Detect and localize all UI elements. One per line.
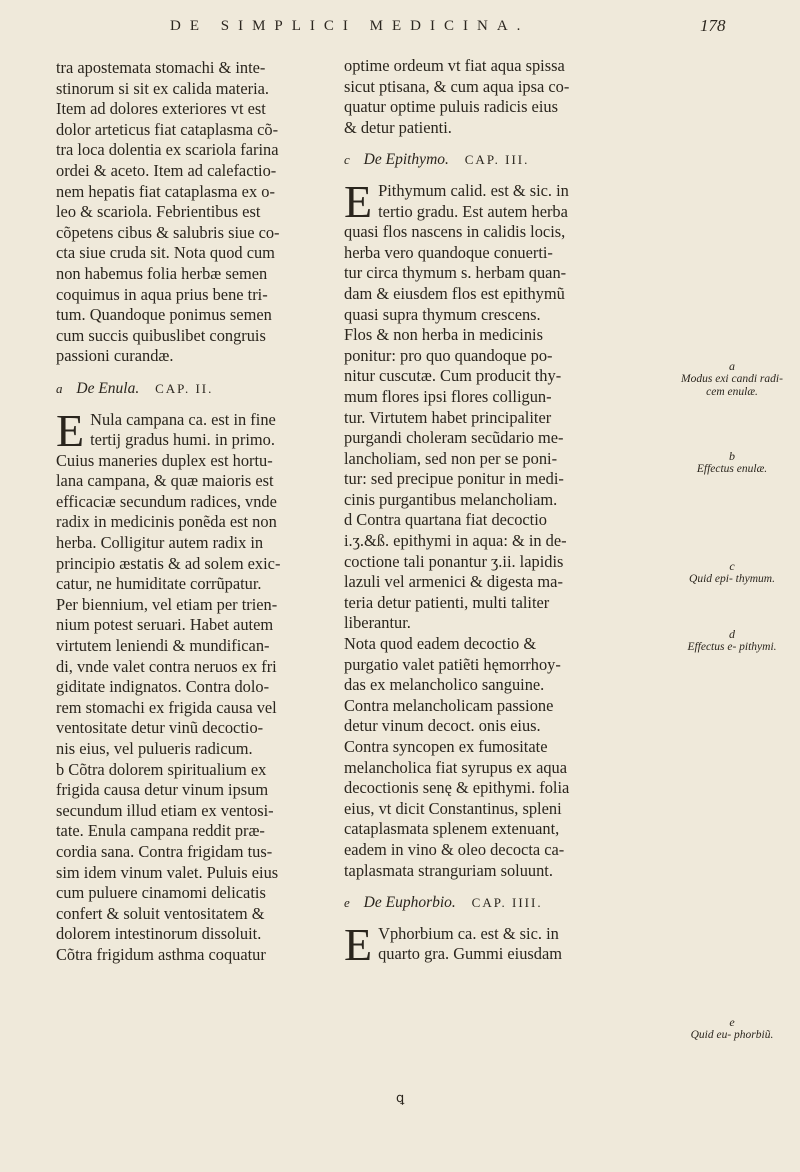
text-line: cum puluere cinamomi delicatis: [56, 883, 266, 903]
text-line: confert & soluit ventositatem &: [56, 903, 265, 923]
text-line: melancholica fiat syrupus ex aqua: [344, 757, 568, 777]
left-column: [56, 58, 346, 966]
chapter-title: De Epithymo.: [363, 151, 449, 169]
text-line: dam & eiusdem flos est epithymũ: [344, 283, 565, 303]
left-intro-paragraph: [56, 58, 346, 367]
text-line: sicut ptisana, & cum aqua ipsa co-: [344, 76, 570, 96]
text-line: decoctionis senę & epithymi. folia: [344, 778, 570, 798]
text-line: eadem in vino & oleo decocta ca-: [344, 839, 565, 859]
text-line: cum succis quibuslibet congruis: [56, 325, 266, 345]
note-text: Effectus enulæ.: [696, 463, 768, 475]
enula-paragraph: [56, 404, 346, 966]
text-line: detur vinum decoct. onis eius.: [344, 716, 541, 736]
text-line: principio æstatis & ad solem exic-: [56, 553, 281, 573]
text-line: cõpetens cibus & salubris siue co-: [56, 222, 280, 242]
right-intro-paragraph: [344, 56, 654, 138]
text-line: tum. Quandoque ponimus semen: [56, 305, 272, 325]
text-line: Nota quod eadem decoctio &: [344, 634, 537, 654]
text-line: tra loca dolentia ex scariola farina: [56, 140, 279, 160]
note-mark: c: [729, 559, 735, 573]
text-line: taplasmata stranguriam soluunt.: [344, 860, 553, 880]
drop-cap: E: [344, 175, 373, 227]
margin-note: [676, 450, 788, 476]
text-line: tate. Enula campana reddit præ-: [56, 821, 265, 841]
page-number: 178: [700, 16, 726, 35]
text-line: tur. Virtutem habet principaliter: [344, 407, 552, 427]
text-line: Contra melancholicam passione: [344, 695, 554, 715]
text-line: quatur optime puluis radicis eius: [344, 97, 558, 117]
text-line: ponitur: pro quo quandoque po-: [344, 345, 553, 365]
text-line: lana campana, & quæ maioris est: [56, 471, 274, 491]
chapter-heading-euphorbio: [344, 893, 654, 914]
running-title: DE SIMPLICI MEDICINA.: [170, 18, 530, 34]
text-line: herba. Colligitur autem radix in: [56, 533, 264, 553]
text-line: tertij gradus humi. in primo.: [90, 430, 275, 450]
text-line: ordei & aceto. Item ad calefactio-: [56, 160, 277, 180]
text-line: sim idem vinum valet. Puluis eius: [56, 862, 279, 882]
margin-note: [676, 560, 788, 586]
chapter-number: CAP. II.: [155, 380, 214, 396]
text-line: dolorem intestinorum dissoluit.: [56, 924, 262, 944]
text-line: optime ordeum vt fiat aqua spissa: [344, 56, 565, 75]
text-line: Cuius maneries duplex est hortu-: [56, 450, 273, 470]
note-mark: b: [729, 449, 735, 463]
note-mark: d: [729, 627, 735, 641]
chapter-heading-enula: [56, 379, 346, 400]
text-line: das ex melancholico sanguine.: [344, 675, 545, 695]
text-line: quasi flos nascens in calidis locis,: [344, 222, 566, 242]
note-text: Quid eu- phorbiũ.: [690, 1029, 774, 1041]
text-line: cordia sana. Contra frigidam tus-: [56, 841, 273, 861]
text-line: Item ad dolores exteriores vt est: [56, 99, 266, 119]
text-line: teria detur patienti, multi taliter: [344, 592, 550, 612]
drop-cap: E: [344, 918, 373, 970]
text-line: coquimus in aqua prius bene tri-: [56, 284, 268, 304]
text-line: Per biennium, vel etiam per trien-: [56, 594, 278, 614]
text-line: mum flores ipsi flores colligun-: [344, 386, 552, 406]
text-line: passioni curandæ.: [56, 346, 174, 366]
signature-mark: ꝗ: [396, 1090, 405, 1105]
text-line: nem hepatis fiat cataplasma ex o-: [56, 181, 275, 201]
margin-note: [676, 1016, 788, 1042]
text-line: Pithymum calid. est & sic. in: [378, 180, 569, 200]
text-line: radix in medicinis ponẽda est non: [56, 512, 277, 532]
text-line: eius, vt dicit Constantinus, spleni: [344, 798, 562, 818]
text-line: giditate indignatos. Contra dolo-: [56, 677, 270, 697]
text-line: quasi supra thymum crescens.: [344, 304, 541, 324]
text-line: Nula campana ca. est in fine: [90, 409, 276, 429]
text-line: nium potest seruari. Habet autem: [56, 615, 274, 635]
text-line: d Contra quartana fiat decoctio: [344, 510, 547, 530]
note-mark: a: [729, 359, 735, 373]
section-mark: a: [56, 380, 63, 396]
text-line: frigida causa detur vinum ipsum: [56, 780, 269, 800]
text-line: tur circa thymum s. herbam quan-: [344, 263, 567, 283]
text-line: tur: sed precipue ponitur in medi-: [344, 469, 564, 489]
text-line: purgandi choleram secũdario me-: [344, 428, 564, 448]
text-line: cinis purgantibus melancholiam.: [344, 489, 558, 509]
text-line: dolor arteticus fiat cataplasma cõ-: [56, 119, 279, 139]
text-line: nis eius, vel pulueris radicum.: [56, 739, 253, 758]
section-mark: c: [344, 152, 350, 168]
chapter-number: CAP. III.: [464, 152, 530, 168]
text-line: herba vero quandoque conuerti-: [344, 242, 553, 262]
drop-cap: E: [56, 404, 85, 456]
note-mark: e: [729, 1015, 735, 1029]
text-line: Contra syncopen ex fumositate: [344, 737, 548, 756]
text-line: i.ʒ.&ß. epithymi in aqua: & in de-: [344, 531, 567, 551]
text-line: stinorum si sit ex calida materia.: [56, 78, 270, 98]
text-line: Vphorbium ca. est & sic. in: [378, 923, 559, 943]
margin-note: [676, 360, 788, 399]
text-line: cta siue cruda sit. Nota quod cum: [56, 243, 275, 263]
text-line: Cõtra frigidum asthma coquatur: [56, 944, 266, 964]
text-line: non habemus folia herbæ semen: [56, 263, 268, 283]
text-line: lancholiam, sed non per se poni-: [344, 448, 558, 468]
text-line: quarto gra. Gummi eiusdam: [378, 944, 563, 964]
text-line: di, vnde valet contra neruos ex fri: [56, 656, 277, 676]
right-column: [344, 56, 654, 970]
text-line: catur, ne humiditate corrũpatur.: [56, 574, 262, 594]
text-line: cataplasmata splenem extenuant,: [344, 819, 560, 839]
text-line: tra apostemata stomachi & inte-: [56, 58, 266, 77]
text-line: ventositate detur vinũ decoctio-: [56, 718, 264, 738]
chapter-title: De Enula.: [76, 379, 140, 397]
text-line: Flos & non herba in medicinis: [344, 325, 543, 345]
euphorbio-paragraph: [344, 918, 654, 970]
text-line: rem stomachi ex frigida causa vel: [56, 697, 277, 717]
note-text: Modus exi candi radi- cem enulæ.: [681, 373, 783, 398]
text-line: secundum illud etiam ex ventosi-: [56, 800, 274, 820]
text-line: efficaciæ secundum radices, vnde: [56, 491, 277, 511]
text-line: lazuli vel armenici & digesta ma-: [344, 572, 563, 592]
text-line: tertio gradu. Est autem herba: [378, 201, 568, 221]
text-line: virtutem leniendi & mundifican-: [56, 636, 270, 656]
text-line: coctione tali ponantur ʒ.ii. lapidis: [344, 551, 564, 571]
text-line: & detur patienti.: [344, 117, 452, 137]
note-text: Quid epi- thymum.: [689, 573, 775, 585]
chapter-title: De Euphorbio.: [363, 894, 456, 912]
chapter-number: CAP. IIII.: [471, 895, 543, 911]
text-line: b Cõtra dolorem spiritualium ex: [56, 759, 267, 779]
text-line: purgatio valet patiẽti hęmorrhoy-: [344, 654, 561, 674]
text-line: liberantur.: [344, 613, 411, 633]
text-line: leo & scariola. Febrientibus est: [56, 202, 261, 222]
epithymo-paragraph: [344, 175, 654, 881]
text-line: nitur cuscutæ. Cum producit thy-: [344, 366, 562, 386]
note-text: Effectus e- pithymi.: [687, 641, 777, 653]
section-mark: e: [344, 895, 350, 911]
margin-note: [676, 628, 788, 654]
chapter-heading-epithymo: [344, 150, 654, 171]
